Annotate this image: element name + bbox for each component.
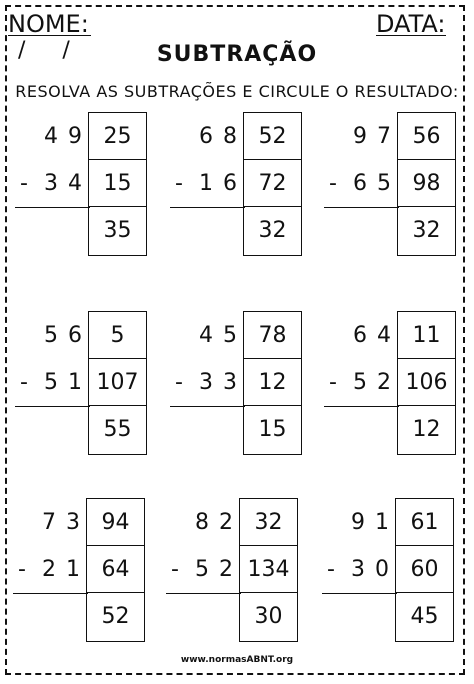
bottom-ones-digit: 5 [377,171,391,196]
top-ones-digit: 3 [66,510,80,535]
answer-option[interactable]: 55 [103,417,132,442]
name-label: NOME: [8,10,89,38]
problem-5 [170,311,320,463]
page-title: SUBTRAÇÃO [156,42,318,67]
top-tens-digit: 4 [44,124,58,149]
bottom-ones-digit: 2 [377,370,391,395]
bottom-ones-digit: 3 [223,370,237,395]
minus-sign: - [20,370,28,395]
problem-2 [170,112,320,264]
answer-options [86,498,145,642]
top-tens-digit: 7 [42,510,56,535]
answer-options [243,311,302,455]
answer-option[interactable]: 56 [398,113,455,160]
answer-option[interactable]: 32 [240,499,297,546]
bottom-tens-digit: 6 [353,171,367,196]
bottom-tens-digit: 5 [44,370,58,395]
footer-url: www.normasABNT.org [180,655,294,665]
bottom-ones-digit: 1 [66,557,80,582]
minus-sign: - [175,370,183,395]
bottom-tens-digit: 1 [199,171,213,196]
answer-option[interactable]: 94 [87,499,144,546]
top-tens-digit: 9 [353,124,367,149]
answer-options [397,311,456,455]
sum-line [324,406,399,407]
minus-sign: - [329,370,337,395]
bottom-tens-digit: 3 [44,171,58,196]
answer-option[interactable]: 15 [89,160,146,207]
answer-option[interactable]: 60 [396,546,453,593]
sum-line [15,207,90,208]
answer-option[interactable]: 5 [89,312,146,359]
answer-option[interactable]: 78 [244,312,301,359]
answer-option[interactable]: 15 [258,417,287,442]
bottom-tens-digit: 5 [195,557,209,582]
answer-option[interactable]: 61 [396,499,453,546]
top-ones-digit: 7 [377,124,391,149]
sum-line [170,207,245,208]
sum-line [13,593,88,594]
problem-7 [13,498,163,650]
bottom-tens-digit: 2 [42,557,56,582]
top-ones-digit: 6 [68,323,82,348]
sum-line [322,593,397,594]
problem-6 [324,311,474,463]
answer-option[interactable]: 64 [87,546,144,593]
minus-sign: - [175,171,183,196]
minus-sign: - [18,557,26,582]
problem-1 [15,112,165,264]
problem-4 [15,311,165,463]
date-slashes: / / [18,38,70,63]
top-ones-digit: 4 [377,323,391,348]
sum-line [166,593,241,594]
answer-option[interactable]: 134 [240,546,297,593]
top-ones-digit: 1 [375,510,389,535]
answer-option[interactable]: 45 [410,604,439,629]
minus-sign: - [327,557,335,582]
answer-option[interactable]: 12 [412,417,441,442]
top-ones-digit: 5 [223,323,237,348]
answer-options [395,498,454,642]
answer-option[interactable]: 98 [398,160,455,207]
bottom-tens-digit: 3 [351,557,365,582]
minus-sign: - [171,557,179,582]
answer-option[interactable]: 107 [89,359,146,406]
sum-line [15,406,90,407]
bottom-ones-digit: 6 [223,171,237,196]
answer-option[interactable]: 30 [254,604,283,629]
bottom-ones-digit: 0 [375,557,389,582]
top-tens-digit: 8 [195,510,209,535]
top-ones-digit: 2 [219,510,233,535]
answer-options [397,112,456,256]
date-label: DATA: [376,10,446,38]
answer-options [243,112,302,256]
answer-option[interactable]: 72 [244,160,301,207]
bottom-ones-digit: 4 [68,171,82,196]
problem-3 [324,112,474,264]
answer-option[interactable]: 32 [258,218,287,243]
answer-options [88,311,147,455]
answer-option[interactable]: 35 [103,218,132,243]
bottom-ones-digit: 1 [68,370,82,395]
bottom-ones-digit: 2 [219,557,233,582]
answer-option[interactable]: 32 [412,218,441,243]
answer-option[interactable]: 25 [89,113,146,160]
answer-option[interactable]: 52 [101,604,130,629]
answer-options [239,498,298,642]
top-tens-digit: 5 [44,323,58,348]
answer-options [88,112,147,256]
problem-8 [166,498,316,650]
top-tens-digit: 6 [199,124,213,149]
bottom-tens-digit: 5 [353,370,367,395]
answer-option[interactable]: 11 [398,312,455,359]
top-tens-digit: 4 [199,323,213,348]
top-ones-digit: 9 [68,124,82,149]
minus-sign: - [20,171,28,196]
answer-option[interactable]: 52 [244,113,301,160]
problem-9 [322,498,472,650]
minus-sign: - [329,171,337,196]
instructions: RESOLVA AS SUBTRAÇÕES E CIRCULE O RESULTADO: [15,82,459,101]
answer-option[interactable]: 12 [244,359,301,406]
sum-line [170,406,245,407]
top-tens-digit: 6 [353,323,367,348]
top-ones-digit: 8 [223,124,237,149]
top-tens-digit: 9 [351,510,365,535]
bottom-tens-digit: 3 [199,370,213,395]
answer-option[interactable]: 106 [398,359,455,406]
sum-line [324,207,399,208]
